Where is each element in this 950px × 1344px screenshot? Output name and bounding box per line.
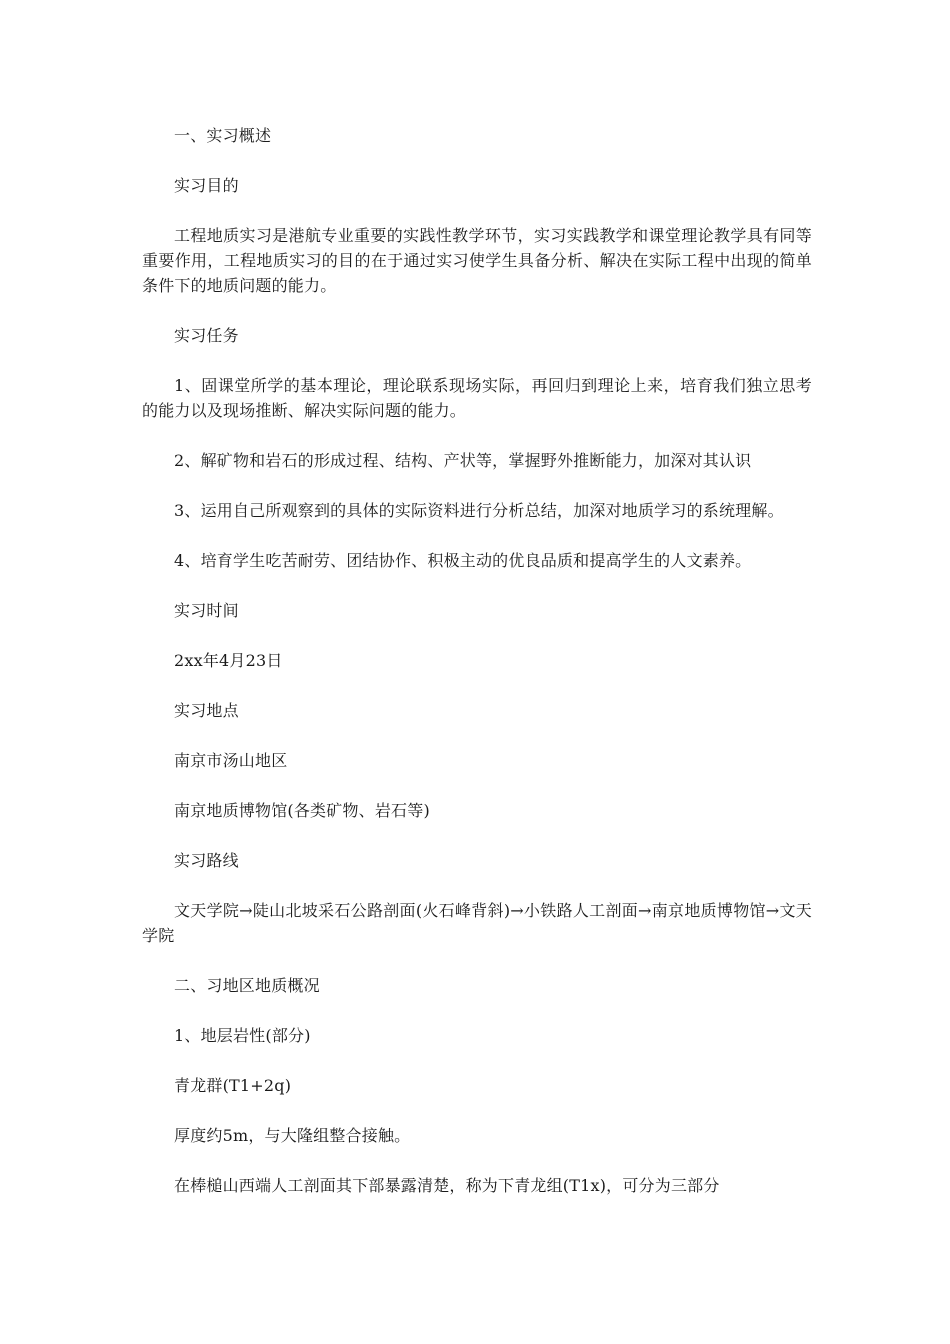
- document-body: [142, 123, 812, 1223]
- paragraph-date: 2xx年4月23日: [174, 651, 283, 670]
- subheading-route: 实习路线: [174, 851, 239, 870]
- paragraph-thickness: 厚度约5m，与大隆组整合接触。: [174, 1126, 411, 1145]
- paragraph-qinglong-group: 青龙群(T1+2q): [174, 1076, 292, 1095]
- subheading-location: 实习地点: [174, 701, 239, 720]
- location-item-2: 南京地质博物馆(各类矿物、岩石等): [174, 801, 430, 820]
- paragraph-route: 文天学院→陡山北坡采石公路剖面(火石峰背斜)→小铁路人工剖面→南京地质博物馆→文天学院: [142, 901, 812, 945]
- paragraph-purpose: 工程地质实习是港航专业重要的实践性教学环节，实习实践教学和课堂理论教学具有同等重要作用，工程地质实习的目的在于通过实习使学生具备分析、解决在实际工程中出现的简单条件下的地质问题的能力。: [142, 226, 812, 295]
- task-item-1: 1、固课堂所学的基本理论，理论联系现场实际，再回归到理论上来，培育我们独立思考的能力以及现场推断、解决实际问题的能力。: [142, 376, 812, 420]
- section-heading-overview: 一、实习概述: [174, 126, 272, 145]
- subheading-tasks: 实习任务: [174, 326, 239, 345]
- subheading-strata: 1、地层岩性(部分): [174, 1026, 311, 1045]
- location-item-1: 南京市汤山地区: [174, 751, 288, 770]
- task-item-3: 3、运用自己所观察到的具体的实际资料进行分析总结，加深对地质学习的系统理解。: [174, 501, 784, 520]
- task-item-4: 4、培育学生吃苦耐劳、团结协作、积极主动的优良品质和提高学生的人文素养。: [174, 551, 752, 570]
- section-heading-geology: 二、习地区地质概况: [174, 976, 320, 995]
- subheading-purpose: 实习目的: [174, 176, 239, 195]
- subheading-time: 实习时间: [174, 601, 239, 620]
- paragraph-section-description: 在棒槌山西端人工剖面其下部暴露清楚，称为下青龙组(T1x)，可分为三部分: [174, 1176, 720, 1195]
- task-item-2: 2、解矿物和岩石的形成过程、结构、产状等，掌握野外推断能力，加深对其认识: [174, 451, 752, 470]
